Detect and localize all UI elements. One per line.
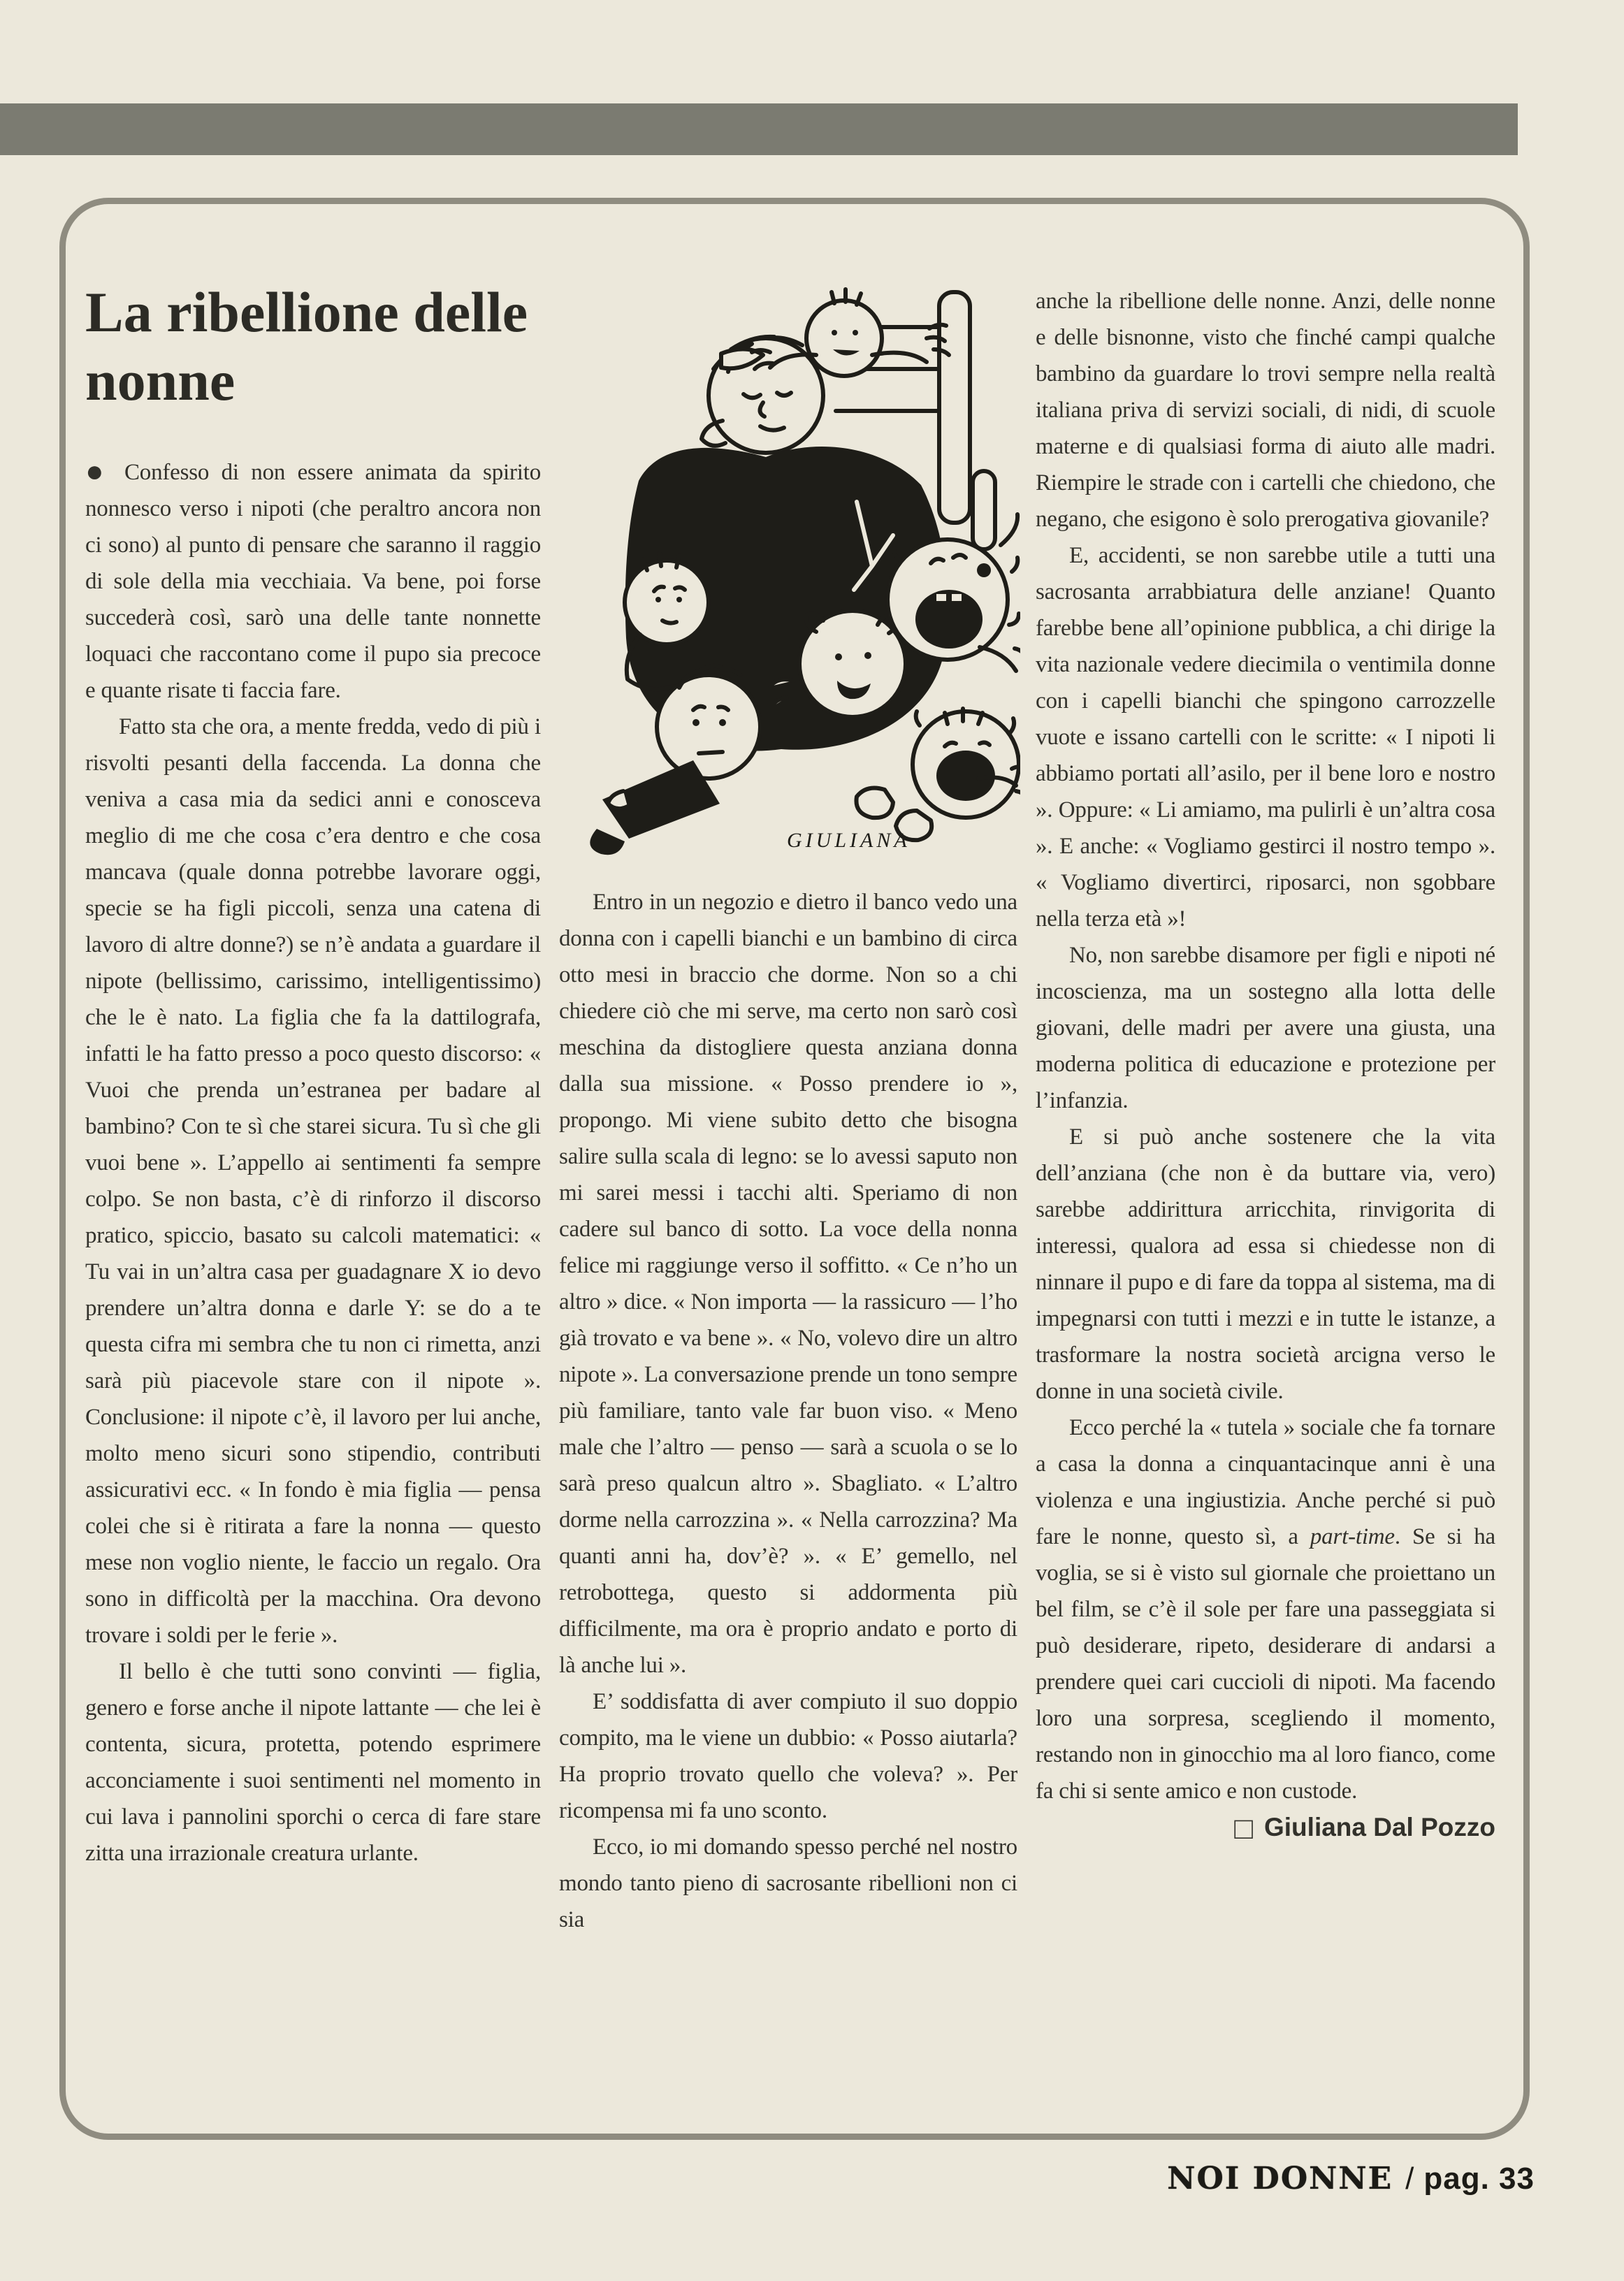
paragraph: Entro in un negozio e dietro il banco vedo una donna con i capelli bianchi e un bambino di circa otto mesi in braccio che dorme. Non so a chi chiedere ciò che mi serve, ma certo non sarò così meschina da distogliere questa anziana donna dalla sua missione. « Posso prendere io », propongo. Mi viene subito detto che bisogna salire sulla scala di legno: se lo avessi saputo non mi sarei messi i tacchi alti. Speriamo di non cadere sul banco di sotto. La voce della nonna felice mi raggiunge verso il soffitto. « Ce n’ho un altro » dice. « Non importa — la rassicuro — l’ho già trovato e va bene ». « No, volevo dire un altro nipote ». La conversazione prende un tono sempre più familiare, tanto vale far buon viso. « Meno male che l’altro — penso — sarà a scuola o se lo sarà preso qualcun altro ». Sbagliato. « L’altro dorme nella carrozzina ». « Nella carrozzina? Ma quanti anni ha, dov’è? ». « E’ gemello, nel retrobottega, questo si addormenta più difficilmente, ma ora è proprio andato e porto di là anche lui ». — [559, 890, 1017, 1678]
column-2 — [559, 884, 1017, 1938]
illustrator-signature: GIULIANA — [787, 829, 911, 852]
paragraph — [85, 454, 541, 709]
byline: □ Giuliana Dal Pozzo — [1234, 1811, 1495, 1846]
top-baby-hair — [832, 289, 861, 305]
paragraph: E’ soddisfatta di aver compiuto il suo doppio compito, ma le viene un dubbio: « Posso aiutarla? Ha proprio trovato quello che voleva? ». Per ricompensa mi fa uno sconto. — [559, 1689, 1017, 1823]
paragraph-text: . Se si ha voglia, se si è visto sul giornale che proiettano un bel film, se c’è il sole per fare una passeggiata si può desiderare, ripeto, desiderare di andarsi a prendere quei cari cuccioli di nipoti. Ma facendo loro una sorpresa, scegliendo il momento, restando non in ginocchio ma al loro fianco, come fa chi si sente amico e non custode. — [1036, 1524, 1495, 1804]
column-1 — [85, 278, 541, 1871]
magazine-logo: NOI DONNE — [1167, 2161, 1393, 2196]
column-3 — [1036, 283, 1495, 1846]
left-toddler-mouth — [662, 621, 676, 623]
paragraph-text: Confesso di non essere animata da spirito nonnesco verso i nipoti (che peraltro ancora non ci sono) al punto di pensare che saranno il raggio di sole della mia vecchiaia. Va bene, poi forse succederà così, sarò una delle tante nonnette loquaci che raccontano come il pupo sia precoce e quante risate ti faccia fare. — [85, 460, 541, 703]
top-gray-bar — [0, 103, 1518, 155]
paragraph — [1036, 1410, 1495, 1809]
footer-separator: / — [1405, 2161, 1414, 2196]
paragraph: anche la ribellione delle nonne. Anzi, delle nonne e delle bisnonne, visto che finché campi qualche bambino da guardare lo trovi sempre nella realtà italiana priva di servizi sociali, di nidi, di scuole materne e di qualsiasi forma di aiuto alle madri. Riempire le strade con i cartelli che chiedono, che negano, che esigono è solo prerogativa giovanile? — [1036, 289, 1495, 532]
author-name: Giuliana Dal Pozzo — [1264, 1813, 1495, 1841]
paragraph: Il bello è che tutti sono convinti — figlia, genero e forse anche il nipote lattante — che lei è contenta, sicura, protetta, potendo esprimere acconciamente i suoi sentimenti nel momento in cui lava i pannolini sporchi o cerca di fare stare zitta una irrazionale creatura urlante. — [85, 1659, 541, 1866]
cartoon-grandmother-babies-illustration — [556, 271, 1020, 867]
center-baby-head — [799, 611, 906, 717]
page-number: pag. 33 — [1423, 2161, 1535, 2196]
paragraph: Fatto sta che ora, a mente fredda, vedo di più i risvolti pesanti della faccenda. La donna che veniva a casa mia da sedici anni e conosceva meglio di me che cosa c’era dentro e che cosa mancava (quale donna potrebbe lavorare oggi, specie se ha figli piccoli, senza una catena di lavoro di altre donne?) se n’è andata a guardare il nipote (bellissimo, carissimo, intelligentissimo) che le è nato. La figlia che fa la dattilografa, infatti le ha fatto presso a poco questo discorso: « Vuoi che prenda un’estranea per badare al bambino? Con te sì che starei sicura. Tu sì che gli vuoi bene ». L’appello ai sentimenti fa sempre colpo. Se non basta, c’è di rinforzo il discorso pratico, spiccio, basato su calcoli matematici: « Tu vai in un’altra casa per guadagnare X io devo prendere un’altra donna e darle Y: se do a te questa cifra mi sembra che tu non ci rimetta, anzi sarà più piacevole stare con il nipote ». Conclusione: il nipote c’è, il lavoro per lui anche, molto meno sicuri sono stipendio, contributi assicurativi ecc. « In fondo è mia figlia — pensa colei che si è ritirata a fare la nonna — questo mese non voglio niente, le faccio un regalo. Ora sono in difficoltà per la macchina. Ora devono trovare i soldi per le ferie ». — [85, 714, 541, 1648]
right-baby-tooth — [936, 594, 946, 601]
left-toddler-head — [625, 560, 709, 644]
page-footer — [1167, 2161, 1535, 2196]
right-baby-open-mouth — [915, 590, 983, 649]
italic-part-time: part-time — [1310, 1524, 1395, 1549]
bottomleft-toddler-frown — [699, 752, 723, 753]
paragraph: Ecco, io mi domando spesso perché nel nostro mondo tanto pieno di sacrosante ribellioni non ci sia — [559, 1834, 1017, 1932]
paragraph: E, accidenti, se non sarebbe utile a tutti una sacrosanta arrabbiatura delle anziane! Quanto farebbe bene all’opinione pubblica, a chi dirige la vita nazionale vedere diecimila o ventimila donne con i capelli bianchi che spingono carrozzelle vuote e issano cartelli con le scritte: « I nipoti li abbiamo portati all’asilo, per il bene loro e nostro ». Oppure: « Li amiamo, ma pulirli è un’altra cosa ». E anche: « Vogliamo gestirci il nostro tempo ». « Vogliamo divertirci, riposarci, non sgobbare nella terza età »! — [1036, 543, 1495, 932]
bottomleft-toddler-head — [657, 675, 760, 779]
bottomleft-toddler-shoe — [590, 829, 625, 855]
paragraph: E si può anche sostenere che la vita dell’anziana (che non è da buttare via, vero) sarebbe addirittura arricchita, rinvigorita di interessi, qualora ad essa si chiedesse non di ninnare il pupo e di fare da toppa al sistema, ma di impegnarsi con tutti i mezzi e in tutte le istanze, a trasformare la nostra società arcigna verso le donne in una società civile. — [1036, 1124, 1495, 1404]
bullet-icon: ● — [85, 454, 110, 488]
scream-exclamation-dot — [977, 563, 991, 577]
paragraph: No, non sarebbe disamore per figli e nipoti né incoscienza, ma un sostegno alla lotta delle giovani, delle madri per avere una giusta, una moderna politica di educazione e protezione per l’infanzia. — [1036, 943, 1495, 1113]
article-title: La ribellione delle nonne — [85, 280, 528, 412]
scream-exclamation-bar — [973, 471, 995, 549]
top-baby-head — [806, 300, 882, 376]
paragraph-text: Ecco perché la « tutela » sociale che fa tornare a casa la donna a cinquantacinque anni è una violenza e una ingiustizia. Anche perché si può fare le nonne, questo sì, a — [1036, 1415, 1495, 1549]
